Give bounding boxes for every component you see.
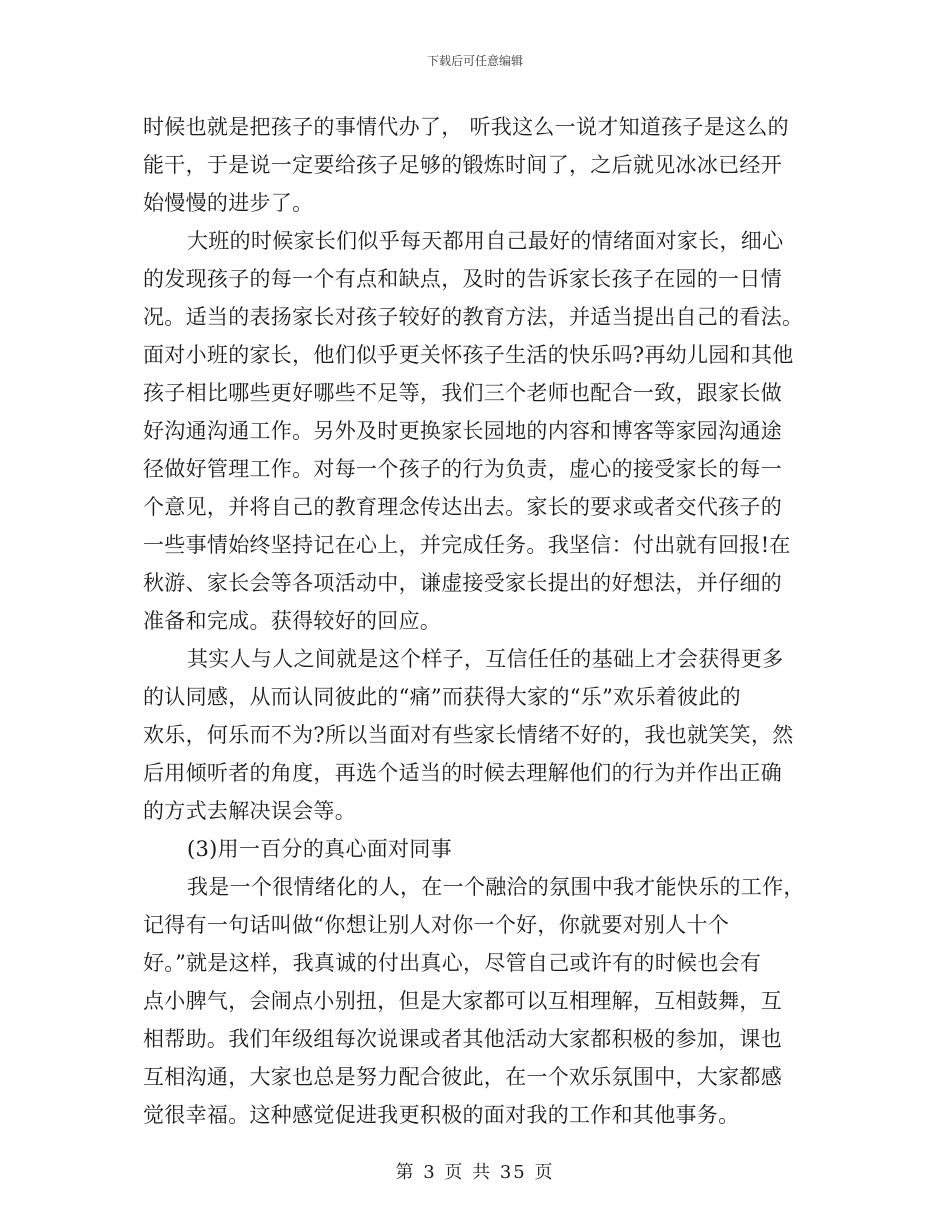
text-line: 记得有一句话叫做“你想让别人对你一个好，你就要对别人十个 xyxy=(143,913,730,937)
text-line: 面对小班的家长，他们似乎更关怀孩子生活的快乐吗?再幼儿园和其他 xyxy=(143,343,794,367)
text-line: 相帮助。我们年级组每次说课或者其他活动大家都积极的参加，课也 xyxy=(143,1027,782,1051)
text-line: 径做好管理工作。对每一个孩子的行为负责，虚心的接受家长的每一 xyxy=(143,457,782,481)
text-line: 互相沟通，大家也总是努力配合彼此，在一个欢乐氛围中，大家都感 xyxy=(143,1065,782,1089)
text-line: 始慢慢的进步了。 xyxy=(143,191,314,215)
text-line: 我是一个很情绪化的人，在一个融洽的氛围中我才能快乐的工作， xyxy=(187,875,805,899)
text-line: 秋游、家长会等各项活动中，谦虚接受家长提出的好想法，并仔细的 xyxy=(143,571,782,595)
text-line: 一些事情始终坚持记在心上，并完成任务。我坚信：付出就有回报!在 xyxy=(143,533,791,557)
text-line: 个意见，并将自己的教育理念传达出去。家长的要求或者交代孩子的 xyxy=(143,495,782,519)
text-line: 的方式去解决误会等。 xyxy=(143,799,356,823)
text-line: 觉很幸福。这种感觉促进我更积极的面对我的工作和其他事务。 xyxy=(143,1103,740,1127)
text-line: (3)用一百分的真心面对同事 xyxy=(187,837,452,861)
text-line: 好。”就是这样，我真诚的付出真心，尽管自己或许有的时候也会有 xyxy=(143,951,762,975)
page-header: 下载后可任意编辑 xyxy=(426,54,523,68)
text-line: 准备和完成。获得较好的回应。 xyxy=(143,609,442,633)
body-text xyxy=(143,108,811,1134)
text-line: 况。适当的表扬家长对孩子较好的教育方法，并适当提出自己的看法。 xyxy=(143,305,804,329)
text-line: 孩子相比哪些更好哪些不足等，我们三个老师也配合一致，跟家长做 xyxy=(143,381,782,405)
text-line: 时候也就是把孩子的事情代办了， 听我这么一说才知道孩子是这么的 xyxy=(143,115,789,139)
text-line: 其实人与人之间就是这个样子，互信任任的基础上才会获得更多 xyxy=(187,647,784,671)
text-line: 点小脾气，会闹点小别扭，但是大家都可以互相理解，互相鼓舞，互 xyxy=(143,989,782,1013)
text-line: 大班的时候家长们似乎每天都用自己最好的情绪面对家长，细心 xyxy=(187,229,784,253)
text-line: 好沟通沟通工作。另外及时更换家长园地的内容和博客等家园沟通途 xyxy=(143,419,782,443)
text-line: 能干，于是说一定要给孩子足够的锻炼时间了，之后就见冰冰已经开 xyxy=(143,153,782,177)
text-line: 欢乐，何乐而不为?所以当面对有些家长情绪不好的，我也就笑笑，然 xyxy=(143,723,794,747)
text-line: 后用倾听者的角度，再选个适当的时候去理解他们的行为并作出正确 xyxy=(143,761,782,785)
page-footer: 第 3 页 共 35 页 xyxy=(395,1162,555,1183)
text-line: 的认同感，从而认同彼此的“痛”而获得大家的“乐”欢乐着彼此的 xyxy=(143,685,741,709)
text-line: 的发现孩子的每一个有点和缺点，及时的告诉家长孩子在园的一日情 xyxy=(143,267,782,291)
